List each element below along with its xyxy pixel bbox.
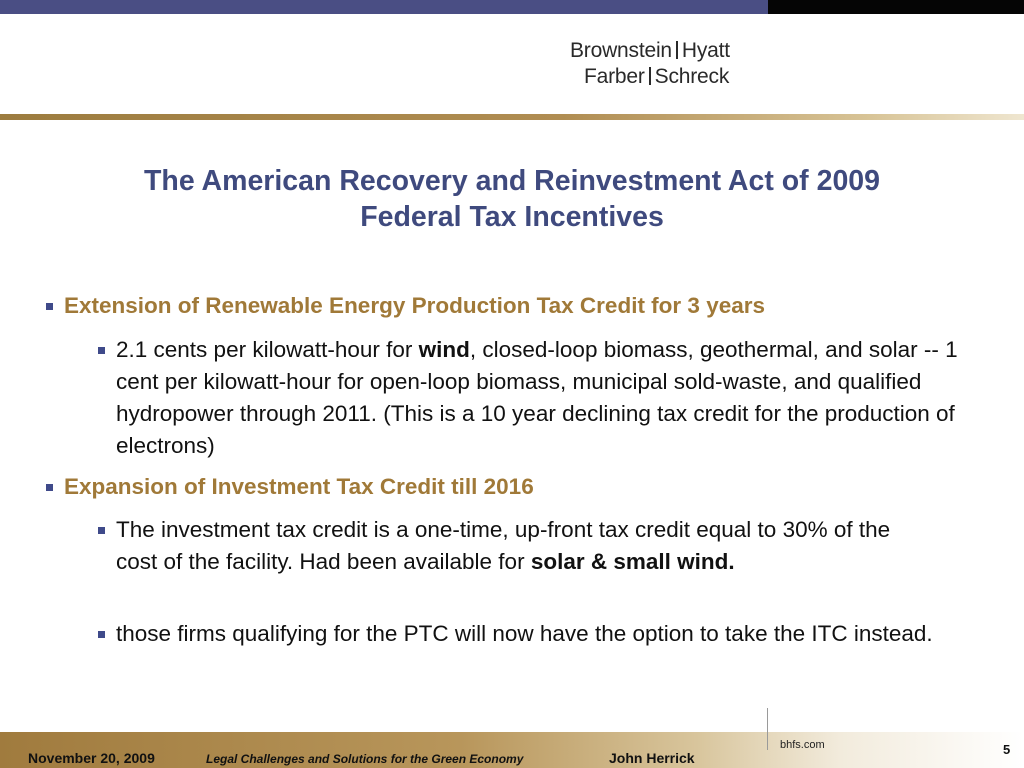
sub-bullet-text: The investment tax credit is a one-time, up-front tax credit equal to 30% of the cost of the facility. Had been available for	[116, 517, 891, 574]
bullet-heading-text: Expansion of Investment Tax Credit till 2016	[64, 474, 534, 499]
sub-bullet	[116, 618, 981, 650]
bullet-square-icon	[46, 303, 53, 310]
page-number: 5	[1003, 742, 1011, 757]
bullet-square-icon	[46, 484, 53, 491]
footer-divider	[767, 708, 768, 750]
logo-separator	[649, 67, 651, 85]
header-gold-band	[0, 114, 1024, 120]
bullet-square-icon	[98, 347, 105, 354]
sub-bullet-emphasis: solar & small wind.	[530, 549, 735, 574]
logo-word-hyatt: Hyatt	[681, 39, 730, 62]
top-accent-bar	[0, 0, 768, 14]
bullet-square-icon	[98, 631, 105, 638]
sub-bullet-emphasis: wind	[418, 337, 470, 362]
logo-separator	[676, 41, 678, 59]
sub-bullet-text: 2.1 cents per kilowatt-hour for	[116, 337, 419, 362]
logo-word-farber: Farber	[584, 65, 645, 88]
footer-presenter: John Herrick	[609, 750, 695, 766]
footer-date: November 20, 2009	[28, 750, 155, 766]
footer-subtitle: Legal Challenges and Solutions for the Green Economy	[206, 752, 524, 766]
sub-bullet-text-continued: , closed-loop biomass, geothermal, and solar -- 1 cent per kilowatt-hour for open-loop biomass, municipal sold-waste, and qualified hydropower through 2011. (This is a 10 year declining tax credit for the production of electrons)	[116, 337, 958, 458]
sub-bullet	[116, 514, 936, 578]
bullet-square-icon	[98, 527, 105, 534]
logo-word-brownstein: Brownstein	[570, 39, 672, 62]
bullet-heading	[64, 472, 1004, 502]
slide-title-line2: Federal Tax Incentives	[360, 201, 664, 233]
sub-bullet-text: those firms qualifying for the PTC will now have the option to take the ITC instead.	[116, 621, 933, 646]
slide-title	[0, 163, 1024, 235]
slide-title-line1: The American Recovery and Reinvestment Act of 2009	[144, 165, 880, 197]
footer-website: bhfs.com	[780, 739, 825, 751]
firm-logo	[570, 38, 770, 90]
logo-word-schreck: Schreck	[654, 65, 730, 88]
sub-bullet	[116, 334, 981, 462]
top-accent-bar-dark	[768, 0, 1024, 14]
bullet-heading-text: Extension of Renewable Energy Production Tax Credit for 3 years	[64, 293, 766, 318]
bullet-heading	[64, 291, 1004, 321]
